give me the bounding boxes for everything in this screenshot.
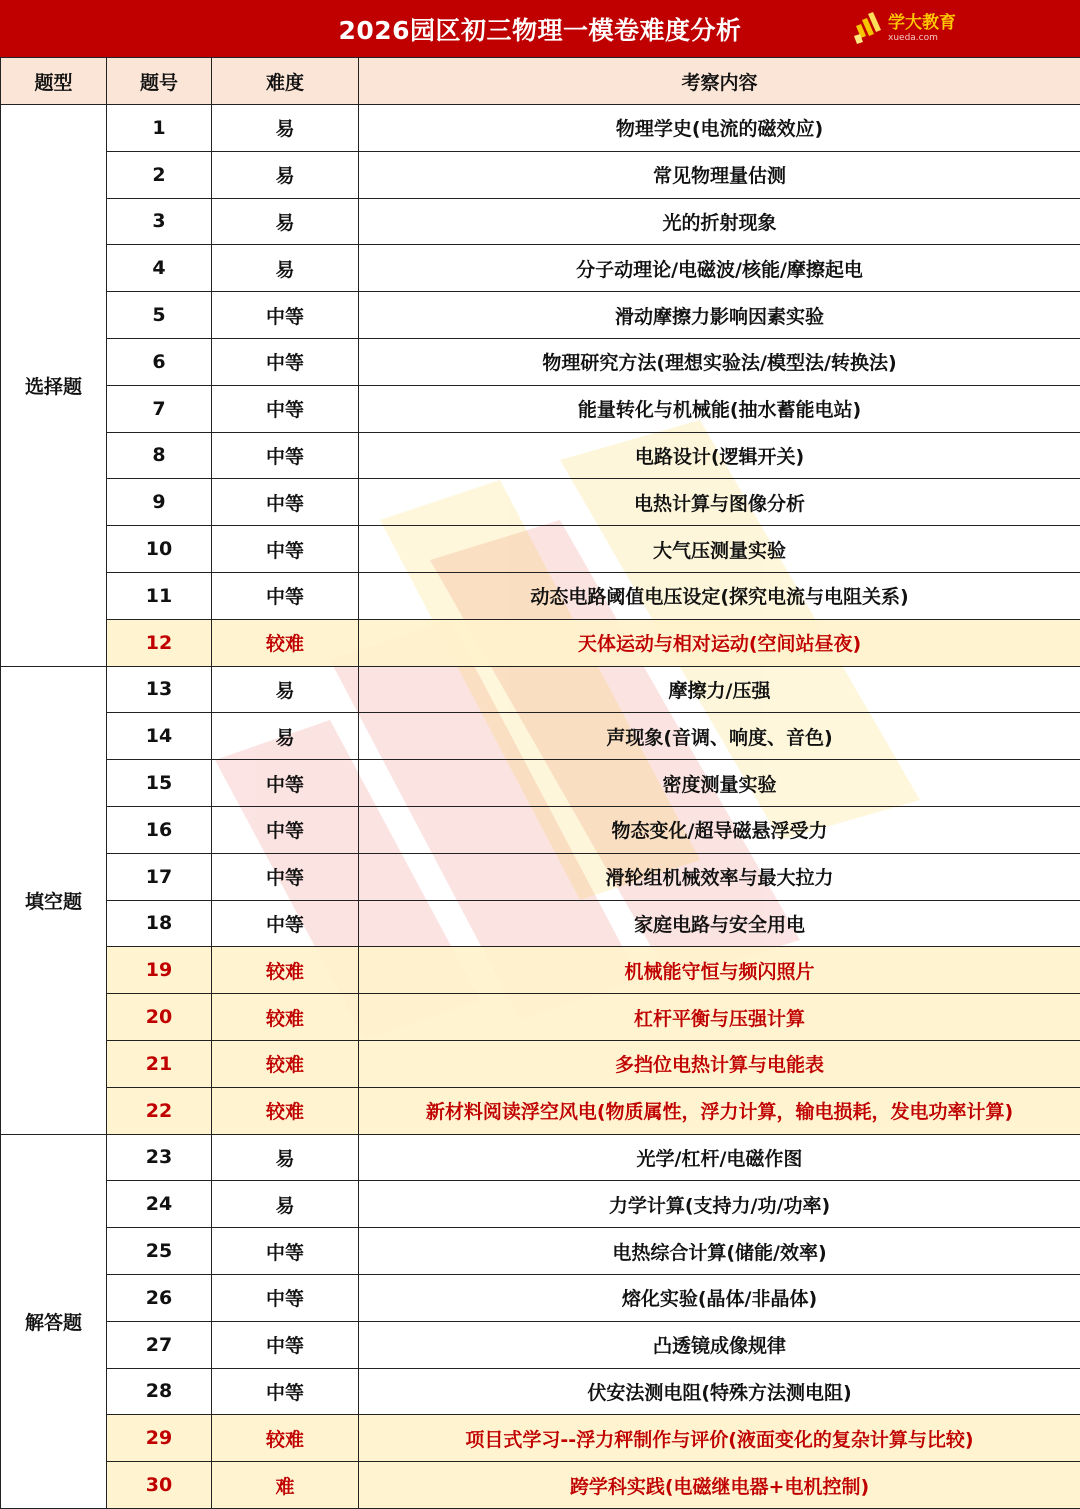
question-number-cell: 12	[107, 619, 212, 666]
content-cell: 电热综合计算(储能/效率)	[359, 1228, 1080, 1275]
table-header-row	[1, 58, 1080, 105]
table-row	[1, 1368, 1080, 1415]
content-cell: 机械能守恒与频闪照片	[359, 947, 1080, 994]
difficulty-cell: 易	[212, 713, 359, 760]
table-row	[1, 245, 1080, 292]
difficulty-cell: 中等	[212, 526, 359, 573]
difficulty-cell: 较难	[212, 1415, 359, 1462]
question-type-cell: 选择题	[1, 105, 107, 667]
difficulty-cell: 易	[212, 105, 359, 152]
difficulty-cell: 较难	[212, 994, 359, 1041]
difficulty-cell: 中等	[212, 760, 359, 807]
content-cell: 能量转化与机械能(抽水蓄能电站)	[359, 385, 1080, 432]
difficulty-cell: 易	[212, 1181, 359, 1228]
question-type-cell: 解答题	[1, 1134, 107, 1508]
difficulty-cell: 易	[212, 245, 359, 292]
question-number-cell: 10	[107, 526, 212, 573]
difficulty-cell: 中等	[212, 385, 359, 432]
question-number-cell: 9	[107, 479, 212, 526]
table-row	[1, 105, 1080, 152]
question-number-cell: 28	[107, 1368, 212, 1415]
content-cell: 密度测量实验	[359, 760, 1080, 807]
question-number-cell: 27	[107, 1321, 212, 1368]
content-cell: 力学计算(支持力/功/功率)	[359, 1181, 1080, 1228]
title-bar	[0, 0, 1080, 57]
question-type-cell: 填空题	[1, 666, 107, 1134]
content-cell: 光的折射现象	[359, 198, 1080, 245]
table-row	[1, 994, 1080, 1041]
difficulty-cell: 较难	[212, 947, 359, 994]
table-row	[1, 713, 1080, 760]
question-number-cell: 19	[107, 947, 212, 994]
question-number-cell: 11	[107, 572, 212, 619]
content-cell: 项目式学习--浮力秤制作与评价(液面变化的复杂计算与比较)	[359, 1415, 1080, 1462]
difficulty-cell: 中等	[212, 853, 359, 900]
content-cell: 伏安法测电阻(特殊方法测电阻)	[359, 1368, 1080, 1415]
table-row	[1, 526, 1080, 573]
question-number-cell: 26	[107, 1274, 212, 1321]
brand-domain: xueda.com	[888, 34, 956, 43]
question-number-cell: 20	[107, 994, 212, 1041]
difficulty-cell: 较难	[212, 1040, 359, 1087]
content-cell: 多挡位电热计算与电能表	[359, 1040, 1080, 1087]
question-number-cell: 24	[107, 1181, 212, 1228]
table-row	[1, 619, 1080, 666]
content-cell: 物态变化/超导磁悬浮受力	[359, 806, 1080, 853]
question-number-cell: 17	[107, 853, 212, 900]
table-row	[1, 760, 1080, 807]
content-cell: 杠杆平衡与压强计算	[359, 994, 1080, 1041]
question-number-cell: 2	[107, 151, 212, 198]
difficulty-cell: 中等	[212, 1228, 359, 1275]
question-number-cell: 22	[107, 1087, 212, 1134]
content-cell: 天体运动与相对运动(空间站昼夜)	[359, 619, 1080, 666]
content-cell: 滑动摩擦力影响因素实验	[359, 292, 1080, 339]
page-title: 2026园区初三物理一模卷难度分析	[338, 11, 741, 47]
difficulty-cell: 易	[212, 151, 359, 198]
table-row	[1, 292, 1080, 339]
table-row	[1, 1462, 1080, 1509]
brand-logo	[852, 12, 956, 46]
header-number: 题号	[107, 58, 212, 105]
question-number-cell: 1	[107, 105, 212, 152]
header-type: 题型	[1, 58, 107, 105]
difficulty-cell: 中等	[212, 432, 359, 479]
table-row	[1, 1415, 1080, 1462]
content-cell: 物理学史(电流的磁效应)	[359, 105, 1080, 152]
content-cell: 摩擦力/压强	[359, 666, 1080, 713]
difficulty-cell: 中等	[212, 292, 359, 339]
content-cell: 动态电路阈值电压设定(探究电流与电阻关系)	[359, 572, 1080, 619]
table-row	[1, 432, 1080, 479]
content-cell: 电路设计(逻辑开关)	[359, 432, 1080, 479]
difficulty-cell: 难	[212, 1462, 359, 1509]
question-number-cell: 30	[107, 1462, 212, 1509]
content-cell: 凸透镜成像规律	[359, 1321, 1080, 1368]
question-number-cell: 4	[107, 245, 212, 292]
table-row	[1, 385, 1080, 432]
content-cell: 物理研究方法(理想实验法/模型法/转换法)	[359, 338, 1080, 385]
table-row	[1, 666, 1080, 713]
table-row	[1, 338, 1080, 385]
difficulty-table	[0, 57, 1080, 1509]
content-cell: 跨学科实践(电磁继电器+电机控制)	[359, 1462, 1080, 1509]
question-number-cell: 21	[107, 1040, 212, 1087]
difficulty-cell: 易	[212, 1134, 359, 1181]
table-row	[1, 900, 1080, 947]
table-row	[1, 1321, 1080, 1368]
question-number-cell: 14	[107, 713, 212, 760]
content-cell: 光学/杠杆/电磁作图	[359, 1134, 1080, 1181]
question-number-cell: 29	[107, 1415, 212, 1462]
table-row	[1, 1040, 1080, 1087]
difficulty-cell: 中等	[212, 1321, 359, 1368]
question-number-cell: 13	[107, 666, 212, 713]
difficulty-cell: 中等	[212, 338, 359, 385]
difficulty-cell: 易	[212, 198, 359, 245]
difficulty-cell: 易	[212, 666, 359, 713]
question-number-cell: 7	[107, 385, 212, 432]
header-content: 考察内容	[359, 58, 1080, 105]
difficulty-cell: 较难	[212, 619, 359, 666]
question-number-cell: 6	[107, 338, 212, 385]
table-row	[1, 853, 1080, 900]
table-row	[1, 1087, 1080, 1134]
table-row	[1, 198, 1080, 245]
difficulty-cell: 中等	[212, 479, 359, 526]
table-row	[1, 947, 1080, 994]
header-difficulty: 难度	[212, 58, 359, 105]
content-cell: 大气压测量实验	[359, 526, 1080, 573]
question-number-cell: 3	[107, 198, 212, 245]
table-row	[1, 151, 1080, 198]
brand-name: 学大教育	[888, 15, 956, 32]
question-number-cell: 16	[107, 806, 212, 853]
difficulty-cell: 较难	[212, 1087, 359, 1134]
table-row	[1, 1134, 1080, 1181]
content-cell: 声现象(音调、响度、音色)	[359, 713, 1080, 760]
table-row	[1, 1181, 1080, 1228]
question-number-cell: 18	[107, 900, 212, 947]
question-number-cell: 8	[107, 432, 212, 479]
table-row	[1, 1274, 1080, 1321]
table-row	[1, 479, 1080, 526]
question-number-cell: 23	[107, 1134, 212, 1181]
table-body	[1, 105, 1080, 1509]
difficulty-cell: 中等	[212, 1274, 359, 1321]
content-cell: 常见物理量估测	[359, 151, 1080, 198]
question-number-cell: 25	[107, 1228, 212, 1275]
table-row	[1, 806, 1080, 853]
difficulty-cell: 中等	[212, 900, 359, 947]
brand-mark-icon	[852, 12, 882, 46]
content-cell: 电热计算与图像分析	[359, 479, 1080, 526]
content-cell: 新材料阅读浮空风电(物质属性，浮力计算，输电损耗，发电功率计算)	[359, 1087, 1080, 1134]
content-cell: 滑轮组机械效率与最大拉力	[359, 853, 1080, 900]
content-cell: 分子动理论/电磁波/核能/摩擦起电	[359, 245, 1080, 292]
difficulty-cell: 中等	[212, 1368, 359, 1415]
content-cell: 熔化实验(晶体/非晶体)	[359, 1274, 1080, 1321]
question-number-cell: 5	[107, 292, 212, 339]
content-cell: 家庭电路与安全用电	[359, 900, 1080, 947]
question-number-cell: 15	[107, 760, 212, 807]
difficulty-cell: 中等	[212, 572, 359, 619]
table-row	[1, 1228, 1080, 1275]
table-row	[1, 572, 1080, 619]
difficulty-cell: 中等	[212, 806, 359, 853]
